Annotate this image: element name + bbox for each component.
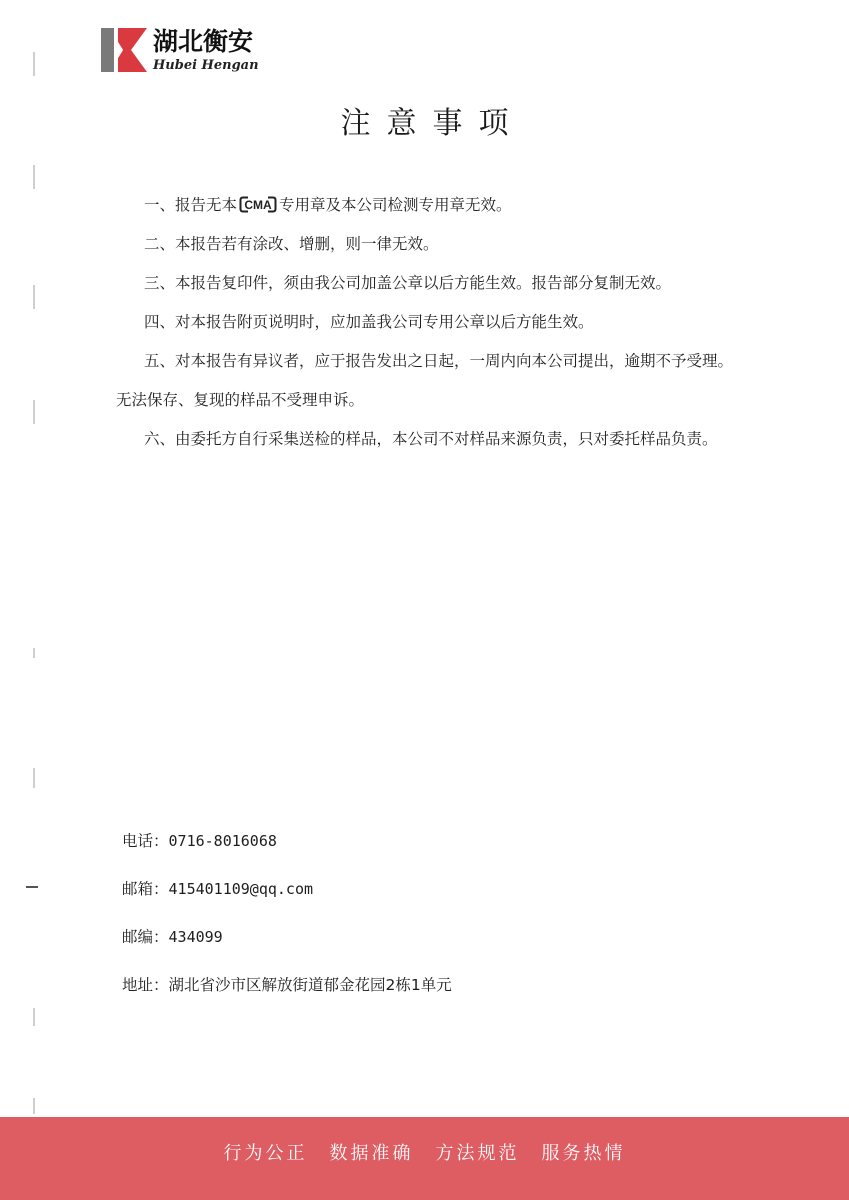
scan-margin-mark bbox=[33, 1098, 35, 1114]
footer-slogans bbox=[0, 1141, 849, 1167]
note-text: 一、报告无本 bbox=[144, 196, 238, 214]
footer-slogan: 服务热情 bbox=[541, 1143, 626, 1164]
footer-banner bbox=[0, 1117, 849, 1200]
note-item: 三、本报告复印件，须由我公司加盖公章以后方能生效。报告部分复制无效。 bbox=[144, 274, 672, 292]
cma-mark-icon bbox=[239, 196, 277, 213]
scan-margin-mark bbox=[33, 285, 35, 309]
notes-list bbox=[116, 192, 796, 465]
phone-value: 0716-8016068 bbox=[168, 832, 277, 850]
postcode-label: 邮编： bbox=[122, 928, 169, 946]
scan-margin-mark bbox=[33, 400, 35, 424]
contact-phone bbox=[122, 826, 452, 874]
scan-margin-mark bbox=[26, 886, 38, 888]
phone-label: 电话： bbox=[122, 832, 169, 850]
company-logo-mark-icon bbox=[101, 28, 147, 72]
note-item: 六、由委托方自行采集送检的样品，本公司不对样品来源负责，只对委托样品负责。 bbox=[144, 430, 718, 448]
footer-slogan: 行为公正 bbox=[223, 1143, 308, 1164]
address-value: 湖北省沙市区解放街道郁金花园2栋1单元 bbox=[168, 976, 452, 994]
email-label: 邮箱： bbox=[122, 880, 169, 898]
contact-info bbox=[122, 826, 452, 1018]
footer-slogan: 数据准确 bbox=[329, 1143, 414, 1164]
scan-margin-mark bbox=[33, 1008, 35, 1026]
page-title: 注意事项 bbox=[340, 106, 525, 141]
note-item bbox=[116, 192, 796, 219]
note-item: 二、本报告若有涂改、增删，则一律无效。 bbox=[144, 235, 439, 253]
note-text: 专用章及本公司检测专用章无效。 bbox=[279, 196, 512, 214]
scan-margin-mark bbox=[33, 52, 35, 76]
address-label: 地址： bbox=[122, 976, 169, 994]
company-name-cn: 湖北衡安 bbox=[153, 27, 254, 56]
contact-email bbox=[122, 874, 452, 922]
email-value: 415401109@qq.com bbox=[168, 880, 314, 898]
scan-margin-mark bbox=[33, 768, 35, 788]
company-name-en: Hubei Hengan bbox=[153, 58, 259, 73]
scan-margin-mark bbox=[33, 165, 35, 189]
cma-mark-text: CMA bbox=[244, 198, 272, 212]
footer-slogan: 方法规范 bbox=[435, 1143, 520, 1164]
postcode-value: 434099 bbox=[168, 928, 223, 946]
contact-postcode bbox=[122, 922, 452, 970]
note-item: 四、对本报告附页说明时，应加盖我公司专用公章以后方能生效。 bbox=[144, 313, 594, 331]
contact-address bbox=[122, 970, 452, 1018]
note-item: 五、对本报告有异议者，应于报告发出之日起，一周内向本公司提出，逾期不予受理。 bbox=[144, 352, 734, 370]
scan-margin-mark bbox=[33, 648, 35, 658]
note-item-continuation: 无法保存、复现的样品不受理申诉。 bbox=[116, 391, 365, 409]
